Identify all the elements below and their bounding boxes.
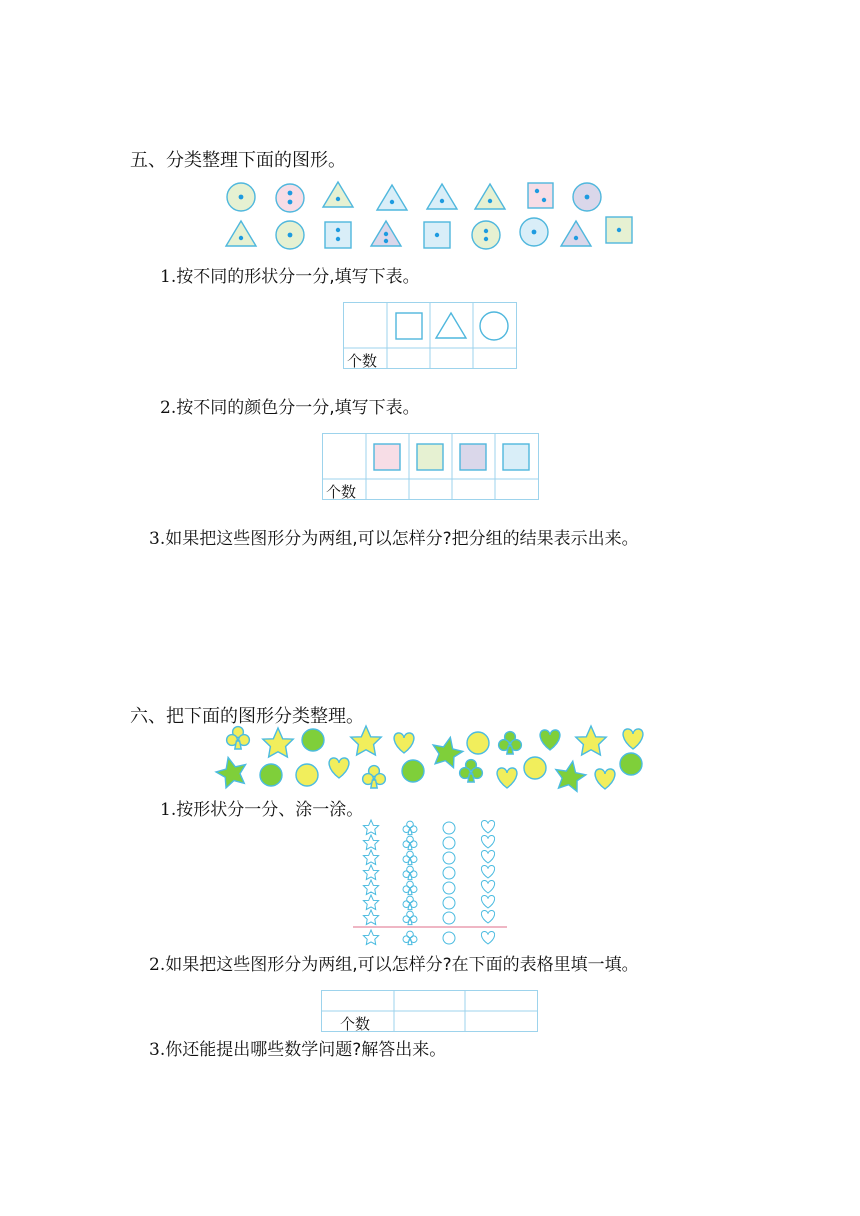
- section5-title: 五、分类整理下面的图形。: [130, 150, 346, 171]
- heart-icon: [540, 730, 560, 750]
- question-number: 3.: [149, 529, 166, 549]
- s6-q3-answer-area[interactable]: [149, 1070, 729, 1190]
- circle-icon: [260, 764, 282, 786]
- circle-icon: [402, 760, 424, 782]
- question-text: 按形状分一分、涂一涂。: [176, 800, 364, 820]
- circle-icon: [467, 732, 489, 754]
- star-column: [363, 820, 378, 945]
- group1-header-cell[interactable]: [394, 991, 465, 1011]
- club-column: [403, 821, 417, 945]
- star-icon: [213, 754, 250, 789]
- club-icon: [460, 760, 483, 782]
- count-label: 个数: [347, 352, 378, 370]
- star-icon: [576, 726, 606, 755]
- circle-icon: [296, 764, 318, 786]
- question-number: 3.: [149, 1040, 166, 1060]
- club-icon: [363, 766, 386, 788]
- star-icon: [263, 728, 293, 757]
- heart-icon: [595, 769, 615, 789]
- question-text: 按不同的形状分一分,填写下表。: [176, 267, 420, 287]
- question-number: 1.: [160, 800, 177, 820]
- heart-icon: [497, 768, 517, 788]
- question-text: 如果把这些图形分为两组,可以怎样分?在下面的表格里填一填。: [165, 955, 639, 975]
- s6-question-1: [160, 795, 363, 820]
- group1-count-cell[interactable]: [394, 1012, 465, 1032]
- question-number: 2.: [160, 398, 177, 418]
- star-icon: [351, 726, 381, 755]
- pictograph-chart: [353, 820, 507, 945]
- count-label: 个数: [326, 483, 357, 501]
- heart-column: [481, 820, 494, 944]
- circle-column: [443, 822, 455, 944]
- heart-icon: [623, 729, 643, 749]
- question-number: 2.: [149, 955, 166, 975]
- group2-header-cell[interactable]: [465, 991, 537, 1011]
- circle-icon: [620, 753, 642, 775]
- group2-count-cell[interactable]: [465, 1012, 537, 1032]
- heart-icon: [394, 733, 414, 753]
- question-text: 你还能提出哪些数学问题?解答出来。: [165, 1040, 447, 1060]
- s6-question-2: [149, 950, 639, 975]
- section6-title: 六、把下面的图形分类整理。: [130, 706, 364, 727]
- count-label: 个数: [340, 1015, 371, 1033]
- question-number: 1.: [160, 267, 177, 287]
- star-icon: [429, 734, 465, 769]
- club-icon: [499, 732, 522, 754]
- heart-icon: [329, 758, 349, 778]
- circle-icon: [302, 729, 324, 751]
- star-icon: [553, 759, 588, 793]
- question-text: 按不同的颜色分一分,填写下表。: [176, 398, 420, 418]
- s6-question-3: [149, 1035, 446, 1060]
- question-text: 如果把这些图形分为两组,可以怎样分?把分组的结果表示出来。: [165, 529, 639, 549]
- club-icon: [227, 727, 250, 749]
- circle-icon: [524, 757, 546, 779]
